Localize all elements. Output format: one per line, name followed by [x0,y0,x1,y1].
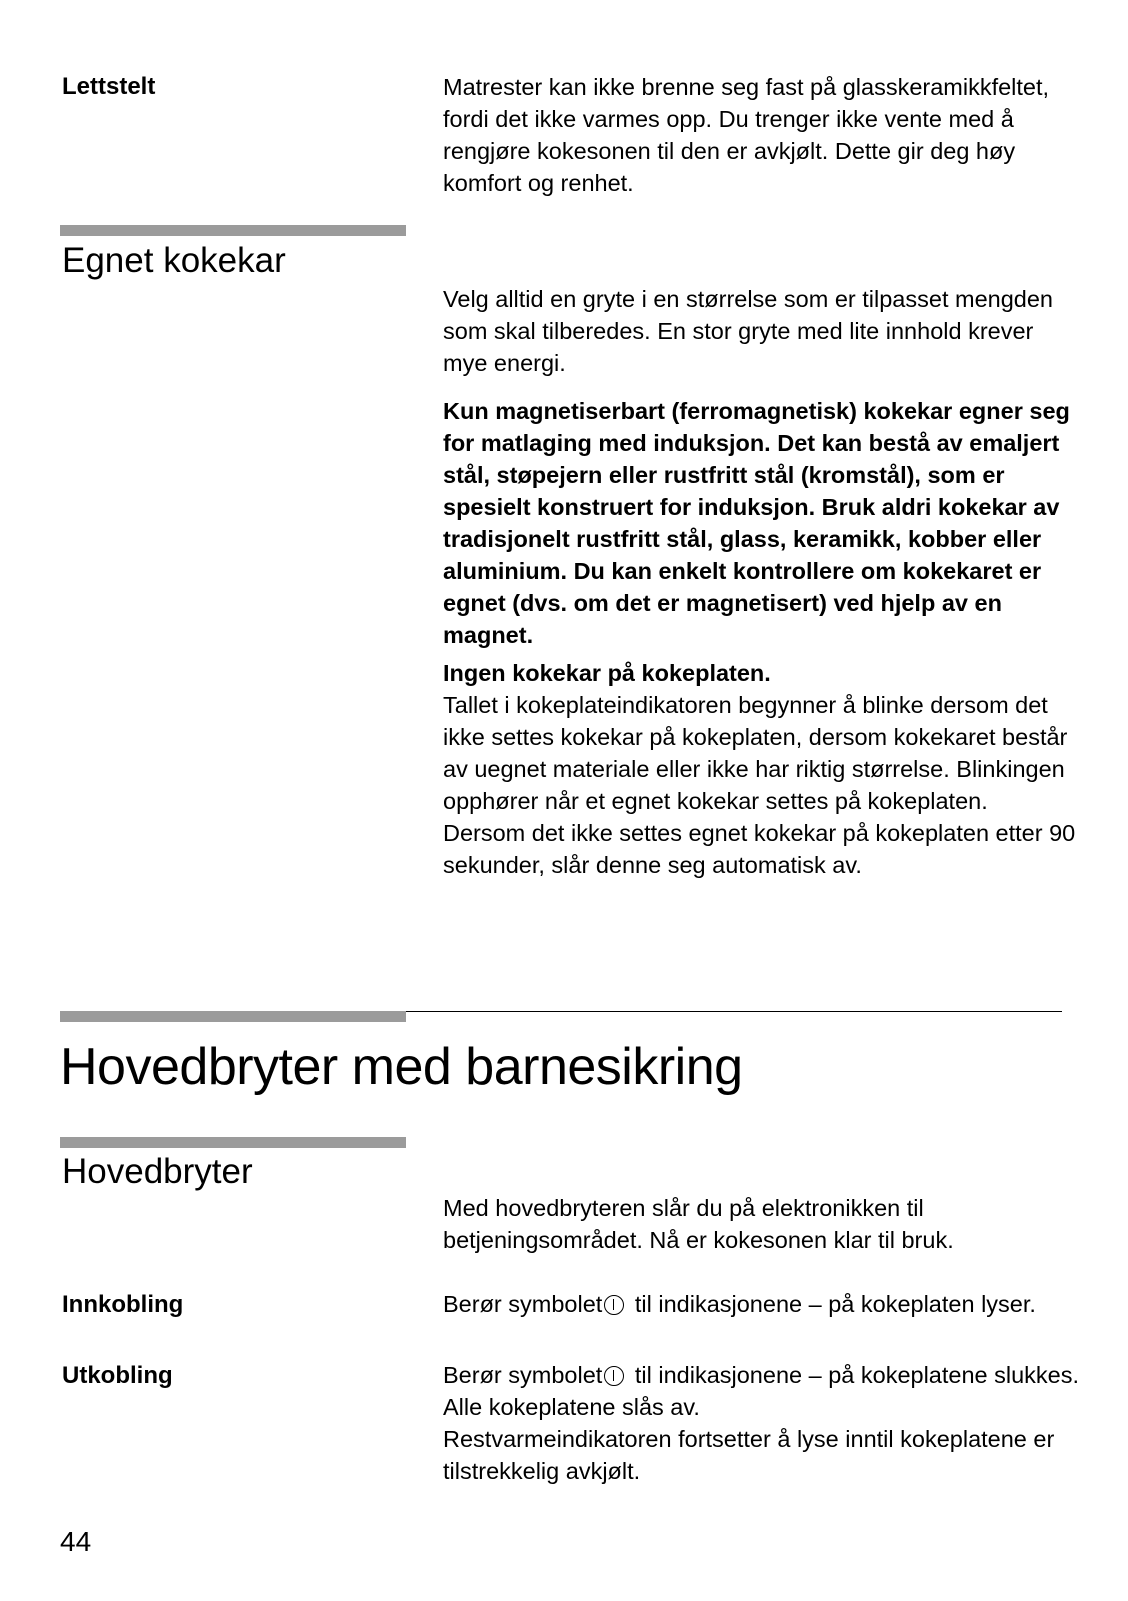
innkobling-text [443,1288,1083,1320]
hovedbryter-intro-text: Med hovedbryteren slår du på elektronikken til betjeningsområdet. Nå er kokesonen klar til bruk. [443,1195,954,1253]
egnet-para4: Dersom det ikke settes egnet kokekar på kokeplaten etter 90 sekunder, slår denne seg automatisk av. [443,820,1076,878]
section-bar-egnet-kokekar [60,225,406,236]
hovedbryter-intro [443,1192,1083,1256]
chapter-bar [60,1011,406,1022]
utkobling-pre: Berør symbolet [443,1362,603,1388]
power-icon [604,1366,624,1386]
egnet-para1: Velg alltid en gryte i en størrelse som er tilpasset mengden som skal tilberedes. En stor gryte med lite innhold krever mye energi. [443,286,1053,376]
power-icon [604,1295,624,1315]
innkobling-post: til indikasjonene – på kokeplaten lyser. [628,1291,1036,1317]
egnet-para2-bold: Kun magnetiserbart (ferromagnetisk) kokekar egner seg for matlaging med induksjon. Det kan bestå av emaljert stål, støpejern eller rustfritt stål (kromstål), som er spesielt konstruert for induksjon. Bruk aldri kokekar av tradisjonelt rustfritt stål, glass, keramikk, kobber eller aluminium. Du kan enkelt kontrollere om kokekaret er egnet (dvs. om det er magnetisert) ved hjelp av en magnet. [443,398,1070,648]
utkobling-label: Utkobling [62,1362,173,1389]
heading-hovedbryter: Hovedbryter [62,1152,253,1191]
innkobling-pre: Berør symbolet [443,1291,603,1317]
section-bar-hovedbryter [60,1137,406,1148]
lettstelt-text [443,71,1083,199]
egnet-subheading: Ingen kokekar på kokeplaten. [443,660,771,686]
innkobling-label: Innkobling [62,1291,184,1318]
lettstelt-label: Lettstelt [62,73,156,100]
page-number: 44 [60,1526,92,1557]
chapter-title: Hovedbryter med barnesikring [60,1038,743,1096]
heading-egnet-kokekar: Egnet kokekar [62,241,286,280]
egnet-para3: Tallet i kokeplateindikatoren begynner å blinke dersom det ikke settes kokekar på kokeplaten, dersom kokekaret består av uegnet materiale eller ikke har riktig størrelse. Blinkingen opphører når et egnet kokekar settes på kokeplaten. [443,692,1068,814]
chapter-rule [406,1011,1062,1012]
egnet-kokekar-body [443,283,1083,881]
utkobling-post: til indikasjonene – på kokeplatene slukkes. Alle kokeplatene slås av. [443,1362,1080,1420]
lettstelt-paragraph: Matrester kan ikke brenne seg fast på glasskeramikkfeltet, fordi det ikke varmes opp. Du trenger ikke vente med å rengjøre kokesonen til den er avkjølt. Dette gir deg høy komfort og renhet. [443,74,1050,196]
utkobling-extra: Restvarmeindikatoren fortsetter å lyse inntil kokeplatene er tilstrekkelig avkjølt. [443,1426,1055,1484]
utkobling-text [443,1359,1083,1487]
